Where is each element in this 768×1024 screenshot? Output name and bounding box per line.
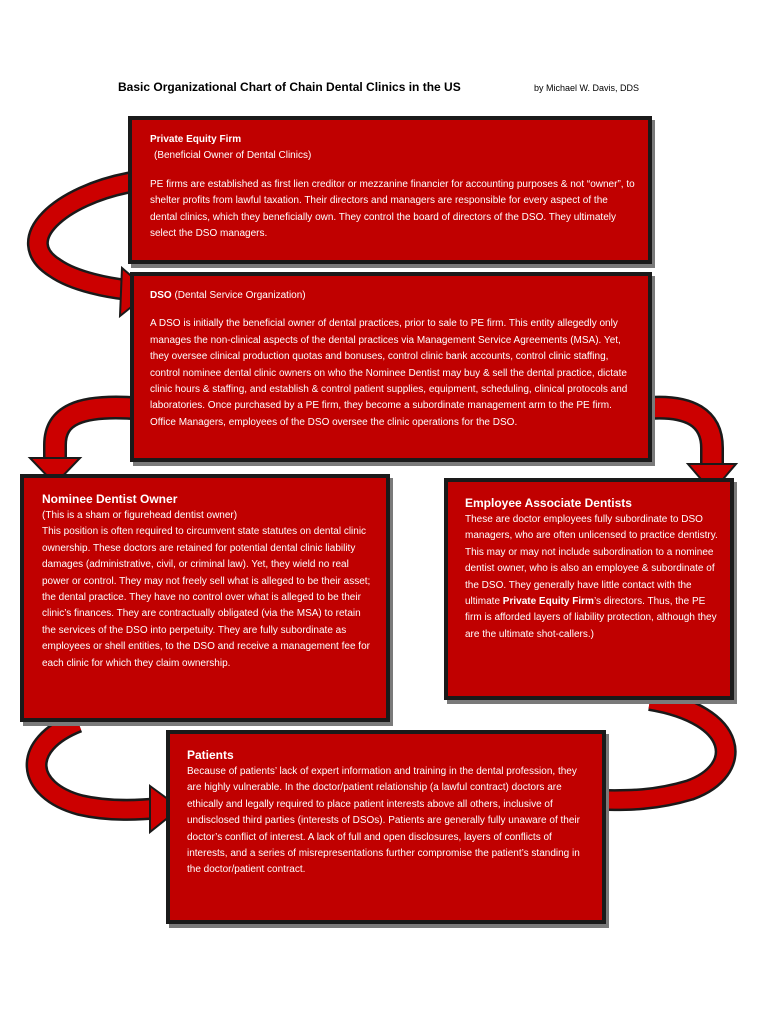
patients-body: Because of patients’ lack of expert information and training in the dental profession, they are highly vulnerable. In the doctor/patient relationship (a lawful contract) doctors are ethically and legally required to place patient interests above all others, inclusive of undisclosed third parties (interests of DSOs). Patients are generally fully unaware of their doctor’s conflict of interest. A lack of full and open disclosures, layers of conflicts of interests, and a series of misrepresentations further compromise the patient’s standing in the doctor/patient contract. bbox=[187, 766, 580, 876]
box-nominee-dentist-owner bbox=[20, 474, 390, 722]
associates-title: Employee Associate Dentists bbox=[465, 496, 632, 510]
pe-firm-title: Private Equity Firm bbox=[150, 134, 242, 145]
box-patients bbox=[166, 730, 606, 924]
associates-body-bold: Private Equity Firm bbox=[502, 596, 594, 608]
nominee-title: Nominee Dentist Owner bbox=[42, 492, 178, 506]
associates-body-post: ’s directors. Thus, the PE firm is afforded layers of liability protection, although they are the ultimate shot-callers.) bbox=[465, 596, 717, 640]
pe-firm-body: PE firms are established as first lien creditor or mezzanine financier for accounting purposes & not “owner”, to shelter profits from lawful taxation. Their directors and managers are responsible for every aspect of the dental clinics, which they beneficially own. They control the board of directors of the DSO. They ultimately select the DSO managers. bbox=[150, 178, 635, 240]
associates-body bbox=[465, 512, 721, 643]
dso-body: A DSO is initially the beneficial owner of dental practices, prior to sale to PE firm. This entity allegedly only manages the non-clinical aspects of the dental practices via Management Service Agreements (MSA). Yet, they oversee clinical production quotas and bonuses, control clinic bank accounts, control clinic staffing, control nominee dental clinic owners on who the Nominee Dentist may buy & sell the dental practice, dictate clinic hours & staffing, and establish & control patient supplies, equipment, scheduling, clinical protocols and laboratories. Once purchased by a PE firm, they become a subordinate management arm to the PE firm. Office Managers, employees of the DSO oversee the clinic operations for the DSO. bbox=[150, 318, 628, 428]
dso-subtitle: (Dental Service Organization) bbox=[174, 290, 306, 301]
patients-title: Patients bbox=[187, 748, 234, 762]
box-dso bbox=[130, 272, 652, 462]
nominee-subtitle: (This is a sham or figurehead dentist owner) bbox=[42, 510, 238, 521]
associates-body-pre: These are doctor employees fully subordinate to DSO managers, who are often unlicensed to practice dentistry. This may or may not include subordination to a nominee dentist owner, who is also an employee & subordinate of the DSO. They generally have little contact with the ultimate bbox=[465, 514, 718, 608]
box-private-equity-firm bbox=[128, 116, 652, 264]
author-credit: by Michael W. Davis, DDS bbox=[534, 83, 640, 93]
page-title: Basic Organizational Chart of Chain Dental Clinics in the US bbox=[118, 80, 461, 94]
dso-title: DSO bbox=[150, 290, 172, 301]
arrow-dso-to-nominee bbox=[30, 407, 132, 484]
box-employee-associate-dentists bbox=[444, 478, 734, 700]
arrow-nominee-to-patients bbox=[37, 722, 180, 832]
pe-firm-subtitle: (Beneficial Owner of Dental Clinics) bbox=[154, 150, 312, 162]
nominee-body: This position is often required to circumvent state statutes on dental clinic ownership. These doctors are retained for potential dental clinic liability damages (administrative, civil, or criminal law). Yet, they wield no real power or control. They may not freely sell what is alleged to be their asset; the dental practice. They have no control over what is alleged to be their clinic’s finances. They are contractually obligated (via the MSA) to retain the services of the DSO into perpetuity. They are fully subordinate as employees or shell entities, to the DSO and receive a management fee for each clinic for which they claim ownership. bbox=[42, 526, 371, 669]
